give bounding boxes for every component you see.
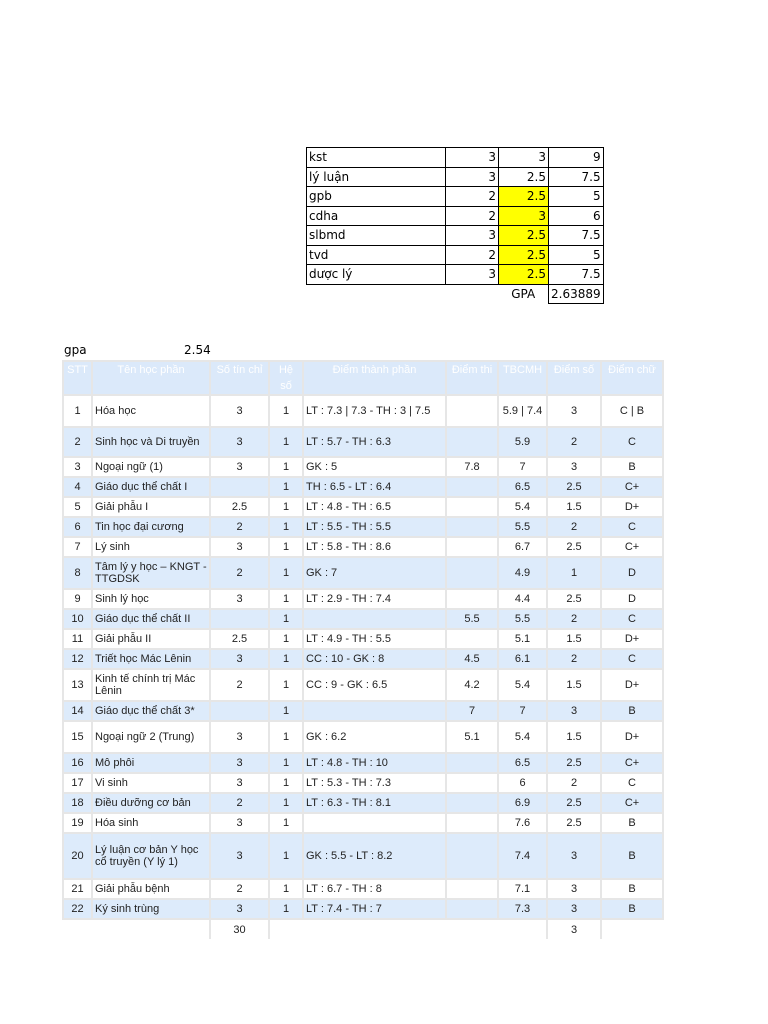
course-components: TH : 6.5 - LT : 6.4	[303, 477, 446, 497]
row-stt: 18	[63, 793, 92, 813]
course-avg: 5.9 | 7.4	[498, 395, 547, 427]
course-exam	[446, 773, 498, 793]
calc-credits: 3	[446, 167, 499, 187]
column-header: STT	[63, 361, 92, 395]
course-components: LT : 6.3 - TH : 8.1	[303, 793, 446, 813]
column-header: Điểm số	[547, 361, 601, 395]
course-score: 3	[547, 395, 601, 427]
course-credits: 3	[210, 589, 269, 609]
course-name: Giải phẫu bệnh	[92, 879, 210, 899]
course-name: Ngoại ngữ 2 (Trung)	[92, 721, 210, 753]
course-credits: 2	[210, 517, 269, 537]
course-coef: 1	[269, 813, 303, 833]
course-coef: 1	[269, 609, 303, 629]
course-credits: 3	[210, 813, 269, 833]
calc-row	[307, 167, 604, 187]
course-credits: 2	[210, 879, 269, 899]
course-credits: 2.5	[210, 629, 269, 649]
column-header: TBCMH	[498, 361, 547, 395]
course-avg: 6.9	[498, 793, 547, 813]
gpa-label: gpa	[64, 343, 87, 357]
course-coef: 1	[269, 477, 303, 497]
course-avg: 5.9	[498, 427, 547, 457]
calc-score: 2.5	[499, 265, 549, 285]
course-avg: 7	[498, 701, 547, 721]
course-components: GK : 5.5 - LT : 8.2	[303, 833, 446, 879]
table-row	[63, 899, 663, 919]
course-coef: 1	[269, 557, 303, 589]
course-name: Tâm lý y học – KNGT - TTGDSK	[92, 557, 210, 589]
course-components: LT : 5.8 - TH : 8.6	[303, 537, 446, 557]
table-row	[63, 497, 663, 517]
course-avg: 5.5	[498, 517, 547, 537]
course-name: Lý sinh	[92, 537, 210, 557]
grade-table-header	[63, 361, 663, 395]
row-stt: 20	[63, 833, 92, 879]
course-score: 2	[547, 609, 601, 629]
course-name: Kinh tế chính trị Mác Lênin	[92, 669, 210, 701]
course-components: GK : 7	[303, 557, 446, 589]
course-exam	[446, 497, 498, 517]
course-coef: 1	[269, 793, 303, 813]
course-exam: 4.2	[446, 669, 498, 701]
calc-course-name: slbmd	[307, 226, 446, 246]
calc-course-name: lý luận	[307, 167, 446, 187]
course-name: Lý luận cơ bản Y học cổ truyền (Y lý 1)	[92, 833, 210, 879]
course-credits: 3	[210, 427, 269, 457]
course-coef: 1	[269, 589, 303, 609]
calc-row	[307, 148, 604, 168]
calc-weighted: 6	[549, 206, 604, 226]
table-row	[63, 629, 663, 649]
calc-weighted: 7.5	[549, 167, 604, 187]
course-score: 1.5	[547, 629, 601, 649]
course-credits: 2	[210, 557, 269, 589]
course-score: 2.5	[547, 753, 601, 773]
course-letter: C | B	[601, 395, 663, 427]
course-letter: C+	[601, 537, 663, 557]
course-avg: 5.5	[498, 609, 547, 629]
row-stt: 11	[63, 629, 92, 649]
course-score: 3	[547, 879, 601, 899]
table-row	[63, 879, 663, 899]
course-exam	[446, 753, 498, 773]
course-name: Giáo dục thể chất II	[92, 609, 210, 629]
course-avg: 4.9	[498, 557, 547, 589]
course-letter: C	[601, 427, 663, 457]
course-letter: B	[601, 899, 663, 919]
calc-row	[307, 206, 604, 226]
calc-row	[307, 245, 604, 265]
course-exam: 5.5	[446, 609, 498, 629]
course-avg: 6	[498, 773, 547, 793]
course-letter: D+	[601, 629, 663, 649]
course-name: Ngoại ngữ (1)	[92, 457, 210, 477]
course-score: 2.5	[547, 537, 601, 557]
course-name: Mô phôi	[92, 753, 210, 773]
course-exam	[446, 813, 498, 833]
course-credits: 3	[210, 753, 269, 773]
row-stt: 10	[63, 609, 92, 629]
course-exam	[446, 793, 498, 813]
course-score: 2	[547, 517, 601, 537]
table-row	[63, 669, 663, 701]
course-score: 2.5	[547, 477, 601, 497]
course-letter: C+	[601, 793, 663, 813]
table-row	[63, 753, 663, 773]
calc-course-name: kst	[307, 148, 446, 168]
calc-score: 2.5	[499, 187, 549, 207]
total-empty	[446, 919, 498, 939]
course-credits: 3	[210, 537, 269, 557]
course-credits: 2	[210, 793, 269, 813]
calc-credits: 3	[446, 265, 499, 285]
calc-gpa-value: 2.63889	[549, 284, 604, 304]
course-credits	[210, 701, 269, 721]
calc-course-name: tvd	[307, 245, 446, 265]
column-header: Điểm thi	[446, 361, 498, 395]
course-credits	[210, 609, 269, 629]
course-coef: 1	[269, 833, 303, 879]
course-avg: 7.4	[498, 833, 547, 879]
course-avg: 7.1	[498, 879, 547, 899]
table-row	[63, 395, 663, 427]
calc-weighted: 5	[549, 245, 604, 265]
course-avg: 4.4	[498, 589, 547, 609]
course-letter: D+	[601, 721, 663, 753]
course-avg: 6.1	[498, 649, 547, 669]
course-score: 3	[547, 457, 601, 477]
total-empty	[92, 919, 210, 939]
course-score: 1.5	[547, 497, 601, 517]
course-letter: C	[601, 649, 663, 669]
course-components: LT : 7.3 | 7.3 - TH : 3 | 7.5	[303, 395, 446, 427]
calc-weighted: 7.5	[549, 265, 604, 285]
course-exam	[446, 833, 498, 879]
course-exam: 7	[446, 701, 498, 721]
course-avg: 7.6	[498, 813, 547, 833]
row-stt: 1	[63, 395, 92, 427]
calc-score: 3	[499, 148, 549, 168]
row-stt: 12	[63, 649, 92, 669]
calc-gpa-row	[307, 284, 604, 304]
row-stt: 19	[63, 813, 92, 833]
course-components: CC : 9 - GK : 6.5	[303, 669, 446, 701]
course-coef: 1	[269, 537, 303, 557]
course-exam	[446, 899, 498, 919]
course-letter: D	[601, 557, 663, 589]
course-name: Sinh học và Di truyền	[92, 427, 210, 457]
course-name: Giải phẫu I	[92, 497, 210, 517]
row-stt: 5	[63, 497, 92, 517]
row-stt: 7	[63, 537, 92, 557]
row-stt: 13	[63, 669, 92, 701]
course-components: LT : 2.9 - TH : 7.4	[303, 589, 446, 609]
course-letter: C	[601, 609, 663, 629]
course-score: 3	[547, 899, 601, 919]
course-score: 1	[547, 557, 601, 589]
course-name: Hóa sinh	[92, 813, 210, 833]
course-avg: 5.4	[498, 721, 547, 753]
table-row	[63, 649, 663, 669]
course-letter: D+	[601, 497, 663, 517]
course-name: Tin học đại cương	[92, 517, 210, 537]
course-credits: 3	[210, 649, 269, 669]
course-credits: 3	[210, 899, 269, 919]
calc-credits: 2	[446, 245, 499, 265]
course-name: Điều dưỡng cơ bản	[92, 793, 210, 813]
course-avg: 7	[498, 457, 547, 477]
course-score: 1.5	[547, 721, 601, 753]
row-stt: 17	[63, 773, 92, 793]
course-exam	[446, 537, 498, 557]
course-letter: C	[601, 773, 663, 793]
course-score: 2.5	[547, 793, 601, 813]
course-components	[303, 609, 446, 629]
total-empty	[498, 919, 547, 939]
row-stt: 9	[63, 589, 92, 609]
row-stt: 16	[63, 753, 92, 773]
course-credits: 3	[210, 721, 269, 753]
table-row	[63, 589, 663, 609]
course-exam: 4.5	[446, 649, 498, 669]
course-score: 2	[547, 649, 601, 669]
row-stt: 3	[63, 457, 92, 477]
gpa-calc-table	[306, 147, 604, 304]
course-score: 2	[547, 773, 601, 793]
calc-row	[307, 265, 604, 285]
course-components: LT : 5.3 - TH : 7.3	[303, 773, 446, 793]
course-exam	[446, 589, 498, 609]
gpa-value: 2.54	[184, 343, 211, 357]
course-coef: 1	[269, 427, 303, 457]
total-empty	[303, 919, 446, 939]
course-letter: D+	[601, 669, 663, 701]
table-row	[63, 609, 663, 629]
course-coef: 1	[269, 753, 303, 773]
course-letter: B	[601, 457, 663, 477]
calc-row	[307, 226, 604, 246]
course-coef: 1	[269, 517, 303, 537]
course-components: LT : 4.8 - TH : 10	[303, 753, 446, 773]
calc-empty	[307, 284, 446, 304]
course-components: GK : 5	[303, 457, 446, 477]
course-name: Giải phẫu II	[92, 629, 210, 649]
column-header: Điểm thành phần	[303, 361, 446, 395]
course-letter: C+	[601, 753, 663, 773]
calc-gpa-label: GPA	[511, 287, 536, 301]
course-coef: 1	[269, 395, 303, 427]
course-name: Giáo dục thể chất I	[92, 477, 210, 497]
column-header: Điểm chữ	[601, 361, 663, 395]
course-name: Giáo dục thể chất 3*	[92, 701, 210, 721]
course-coef: 1	[269, 669, 303, 701]
row-stt: 14	[63, 701, 92, 721]
table-row	[63, 833, 663, 879]
table-row	[63, 427, 663, 457]
course-exam	[446, 477, 498, 497]
course-score: 3	[547, 701, 601, 721]
course-components: LT : 7.4 - TH : 7	[303, 899, 446, 919]
table-row	[63, 537, 663, 557]
course-letter: B	[601, 879, 663, 899]
course-avg: 5.1	[498, 629, 547, 649]
course-credits: 3	[210, 457, 269, 477]
course-letter: B	[601, 833, 663, 879]
course-coef: 1	[269, 773, 303, 793]
course-credits: 3	[210, 395, 269, 427]
table-row	[63, 721, 663, 753]
row-stt: 15	[63, 721, 92, 753]
course-avg: 5.4	[498, 497, 547, 517]
column-header: Số tín chỉ	[210, 361, 269, 395]
course-credits: 2	[210, 669, 269, 701]
row-stt: 21	[63, 879, 92, 899]
total-score: 3	[547, 919, 601, 939]
course-score: 2.5	[547, 589, 601, 609]
course-name: Sinh lý học	[92, 589, 210, 609]
course-coef: 1	[269, 899, 303, 919]
course-components: LT : 4.8 - TH : 6.5	[303, 497, 446, 517]
course-exam: 7.8	[446, 457, 498, 477]
course-avg: 6.5	[498, 477, 547, 497]
course-components	[303, 701, 446, 721]
table-row	[63, 557, 663, 589]
course-letter: C+	[601, 477, 663, 497]
table-row	[63, 477, 663, 497]
total-empty	[63, 919, 92, 939]
course-components: LT : 5.5 - TH : 5.5	[303, 517, 446, 537]
course-coef: 1	[269, 721, 303, 753]
course-exam	[446, 517, 498, 537]
course-name: Ký sinh trùng	[92, 899, 210, 919]
course-components: LT : 4.9 - TH : 5.5	[303, 629, 446, 649]
calc-score: 2.5	[499, 226, 549, 246]
course-credits: 3	[210, 833, 269, 879]
course-coef: 1	[269, 879, 303, 899]
course-components: LT : 6.7 - TH : 8	[303, 879, 446, 899]
course-score: 3	[547, 833, 601, 879]
row-stt: 4	[63, 477, 92, 497]
course-coef: 1	[269, 497, 303, 517]
course-name: Triết học Mác Lênin	[92, 649, 210, 669]
course-score: 1.5	[547, 669, 601, 701]
column-header: Hệ số	[269, 361, 303, 395]
total-empty	[269, 919, 303, 939]
calc-course-name: dược lý	[307, 265, 446, 285]
course-exam	[446, 879, 498, 899]
course-exam	[446, 427, 498, 457]
course-coef: 1	[269, 457, 303, 477]
calc-credits: 2	[446, 206, 499, 226]
course-letter: D	[601, 589, 663, 609]
calc-weighted: 5	[549, 187, 604, 207]
calc-credits: 3	[446, 148, 499, 168]
course-avg: 5.4	[498, 669, 547, 701]
totals-row	[63, 919, 663, 939]
course-letter: B	[601, 701, 663, 721]
table-row	[63, 793, 663, 813]
column-header: Tên học phần	[92, 361, 210, 395]
calc-weighted: 9	[549, 148, 604, 168]
calc-course-name: gpb	[307, 187, 446, 207]
calc-empty	[446, 284, 499, 304]
course-exam	[446, 557, 498, 589]
total-credits: 30	[210, 919, 269, 939]
course-coef: 1	[269, 629, 303, 649]
calc-score: 2.5	[499, 245, 549, 265]
course-credits: 2.5	[210, 497, 269, 517]
course-coef: 1	[269, 701, 303, 721]
course-letter: C	[601, 517, 663, 537]
grade-table	[62, 360, 664, 939]
calc-credits: 3	[446, 226, 499, 246]
table-row	[63, 457, 663, 477]
course-avg: 6.7	[498, 537, 547, 557]
calc-course-name: cdha	[307, 206, 446, 226]
course-name: Hóa học	[92, 395, 210, 427]
course-components: GK : 6.2	[303, 721, 446, 753]
row-stt: 6	[63, 517, 92, 537]
table-row	[63, 701, 663, 721]
course-exam	[446, 395, 498, 427]
course-letter: B	[601, 813, 663, 833]
course-credits	[210, 477, 269, 497]
calc-score: 3	[499, 206, 549, 226]
calc-weighted: 7.5	[549, 226, 604, 246]
course-name: Vi sinh	[92, 773, 210, 793]
course-score: 2.5	[547, 813, 601, 833]
row-stt: 2	[63, 427, 92, 457]
course-exam	[446, 629, 498, 649]
calc-row	[307, 187, 604, 207]
table-row	[63, 813, 663, 833]
calc-credits: 2	[446, 187, 499, 207]
course-coef: 1	[269, 649, 303, 669]
calc-score: 2.5	[499, 167, 549, 187]
total-empty	[601, 919, 663, 939]
row-stt: 22	[63, 899, 92, 919]
course-avg: 7.3	[498, 899, 547, 919]
course-exam: 5.1	[446, 721, 498, 753]
course-components: CC : 10 - GK : 8	[303, 649, 446, 669]
course-credits: 3	[210, 773, 269, 793]
table-row	[63, 773, 663, 793]
course-components: LT : 5.7 - TH : 6.3	[303, 427, 446, 457]
table-row	[63, 517, 663, 537]
course-score: 2	[547, 427, 601, 457]
course-components	[303, 813, 446, 833]
row-stt: 8	[63, 557, 92, 589]
course-avg: 6.5	[498, 753, 547, 773]
